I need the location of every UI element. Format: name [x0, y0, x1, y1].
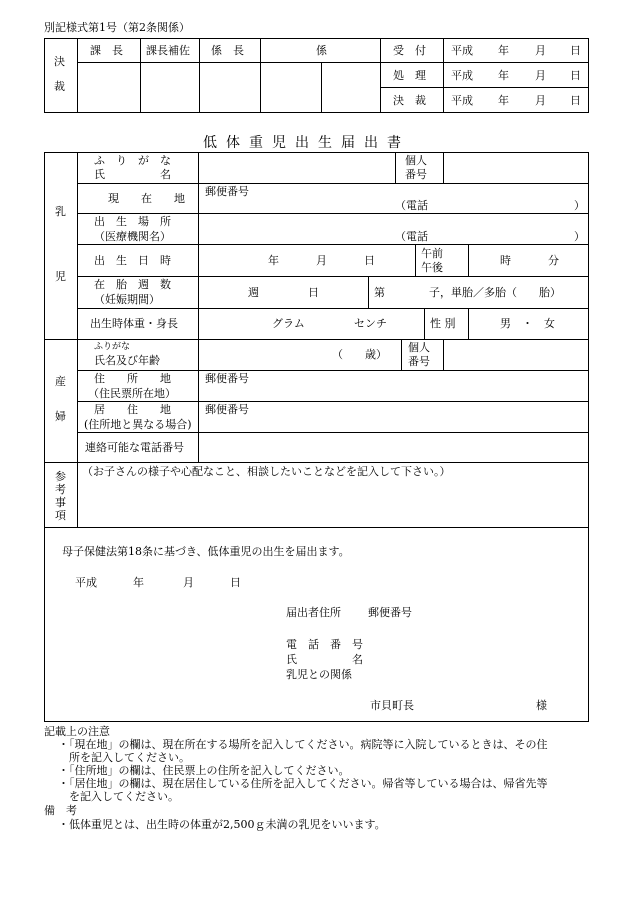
receipt-label: 受 付: [393, 44, 426, 57]
unit-month: 月: [316, 254, 327, 267]
unit-day: 日: [308, 286, 319, 299]
unit-centi: センチ: [354, 317, 387, 330]
date-year: 年: [498, 94, 509, 107]
kojin-label: 個人: [405, 154, 427, 167]
mother-furigana-label: ふりがな: [94, 342, 131, 352]
mother-section-char: 婦: [55, 410, 66, 423]
reporter-phone-label: 電 話 番 号: [286, 638, 363, 651]
date-day: 日: [570, 69, 581, 82]
infant-name-field[interactable]: [199, 153, 394, 182]
gestation-field[interactable]: [199, 277, 367, 307]
header-kakari: 係: [316, 44, 327, 57]
mother-address-sub-label: （住民票所在地）: [88, 387, 176, 400]
furigana-label: ふ り が な: [94, 154, 171, 167]
biko-heading: 備 考: [44, 804, 77, 817]
date-era: 平成: [451, 69, 473, 82]
infant-section-char: 乳: [55, 205, 66, 218]
reporter-name-label: 氏 名: [286, 653, 363, 666]
form-title: 低体重児出生届出書: [203, 135, 410, 151]
postal-label: 郵便番号: [205, 185, 249, 198]
header-kacho: 課 長: [90, 44, 123, 57]
relation-label: 乳児との関係: [286, 668, 352, 681]
phone-open: （電話: [395, 230, 428, 243]
mother-address-field[interactable]: [199, 371, 588, 400]
date-month: 月: [535, 44, 546, 57]
date-era: 平成: [451, 44, 473, 57]
sex-options[interactable]: 男 ・ 女: [500, 317, 555, 330]
weight-height-label: 出生時体重・身長: [90, 317, 178, 330]
birthplace-sub-label: （医療機関名）: [94, 230, 171, 243]
mother-residence-field[interactable]: [199, 402, 588, 431]
mother-address-label: 住 所 地: [94, 372, 171, 385]
decl-date-year: 年: [133, 576, 144, 589]
honorific-sama: 様: [536, 699, 547, 712]
multiple-birth-text: 第 子，単胎／多胎（ 胎）: [374, 286, 561, 299]
note-item: ・「現在地」の欄は、現在所在する場所を記入してください。病院等に入院しているときは、その住: [58, 738, 548, 751]
mother-residence-sub-label: (住所地と異なる場合): [84, 418, 192, 431]
contact-phone-field[interactable]: [199, 433, 588, 461]
mother-name-age-label: 氏名及び年齢: [94, 354, 160, 367]
date-day: 日: [570, 94, 581, 107]
process-label: 処 理: [393, 69, 426, 82]
current-location-field[interactable]: [199, 184, 588, 212]
kojin-label: 番号: [405, 168, 427, 181]
date-year: 年: [498, 44, 509, 57]
weight-height-field[interactable]: [199, 309, 423, 338]
remarks-char: 項: [55, 509, 66, 522]
sex-label: 性 別: [430, 317, 456, 330]
decl-date-day: 日: [230, 576, 241, 589]
mother-name-field[interactable]: [199, 340, 400, 369]
notes-heading: 記載上の注意: [44, 725, 110, 738]
birth-time-field[interactable]: [469, 245, 588, 275]
unit-minute: 分: [548, 254, 559, 267]
birthplace-field[interactable]: [199, 214, 588, 243]
form-number: 別記様式第1号（第2条関係）: [44, 21, 190, 34]
addressee: 市貝町長: [370, 699, 414, 712]
remarks-char: 参: [55, 470, 66, 483]
remarks-prompt: （お子さんの様子や心配なこと、相談したいことなどを記入して下さい。）: [82, 465, 451, 478]
unit-year: 年: [268, 254, 279, 267]
header-kakaricho: 係 長: [211, 44, 244, 57]
unit-hour: 時: [500, 254, 511, 267]
postal-label: 郵便番号: [205, 403, 249, 416]
am-label: 午前: [421, 247, 443, 260]
phone-close: ）: [574, 230, 585, 243]
decision-label: 決 裁: [393, 94, 426, 107]
date-year: 年: [498, 69, 509, 82]
decl-date-era: 平成: [75, 576, 97, 589]
birthplace-label: 出 生 場 所: [94, 215, 171, 228]
remarks-char: 考: [55, 483, 66, 496]
phone-open: （電話: [395, 199, 428, 212]
infant-name-label: 氏 名: [94, 168, 171, 181]
decl-date-month: 月: [183, 576, 194, 589]
remarks-char: 事: [55, 496, 66, 509]
note-item: 所を記入してください。: [58, 751, 190, 764]
postal-label: 郵便番号: [368, 606, 412, 619]
note-item: を記入してください。: [58, 790, 179, 803]
postal-label: 郵便番号: [205, 372, 249, 385]
contact-phone-label: 連絡可能な電話番号: [85, 441, 184, 454]
infant-kojin-field[interactable]: [444, 153, 588, 182]
kessai-char: 決: [54, 55, 65, 68]
kessai-char: 裁: [54, 80, 65, 93]
mother-residence-label: 居 住 地: [94, 403, 171, 416]
date-era: 平成: [451, 94, 473, 107]
birth-date-field[interactable]: [199, 245, 414, 275]
date-day: 日: [570, 44, 581, 57]
header-kacho-hosa: 課長補佐: [146, 44, 190, 57]
mother-kojin-field[interactable]: [444, 340, 588, 369]
gestation-sub-label: （妊娠期間）: [94, 293, 160, 306]
unit-week: 週: [248, 286, 259, 299]
biko-item: ・低体重児とは、出生時の体重が2,500ｇ未満の乳児をいいます。: [58, 818, 386, 831]
birth-datetime-label: 出 生 日 時: [94, 254, 171, 267]
pm-label: 午後: [421, 261, 443, 274]
note-item: ・「居住地」の欄は、現在居住している住所を記入してください。帰省等している場合は、帰省先等: [58, 777, 548, 790]
age-unit: （ 歳）: [332, 348, 387, 361]
unit-gram: グラム: [272, 317, 305, 330]
phone-close: ）: [574, 199, 585, 212]
declaration-statement: 母子保健法第18条に基づき、低体重児の出生を届出ます。: [62, 545, 350, 558]
kojin-label: 番号: [408, 355, 430, 368]
unit-day: 日: [364, 254, 375, 267]
infant-section-char: 児: [55, 270, 66, 283]
note-item: ・「住所地」の欄は、住民票上の住所を記入してください。: [58, 764, 350, 777]
date-month: 月: [535, 94, 546, 107]
remarks-field[interactable]: [78, 480, 588, 526]
date-month: 月: [535, 69, 546, 82]
gestation-label: 在 胎 週 数: [94, 278, 171, 291]
kojin-label: 個人: [408, 341, 430, 354]
current-location-label: 現 在 地: [108, 192, 185, 205]
mother-section-char: 産: [55, 375, 66, 388]
reporter-address-label: 届出者住所: [286, 606, 341, 619]
